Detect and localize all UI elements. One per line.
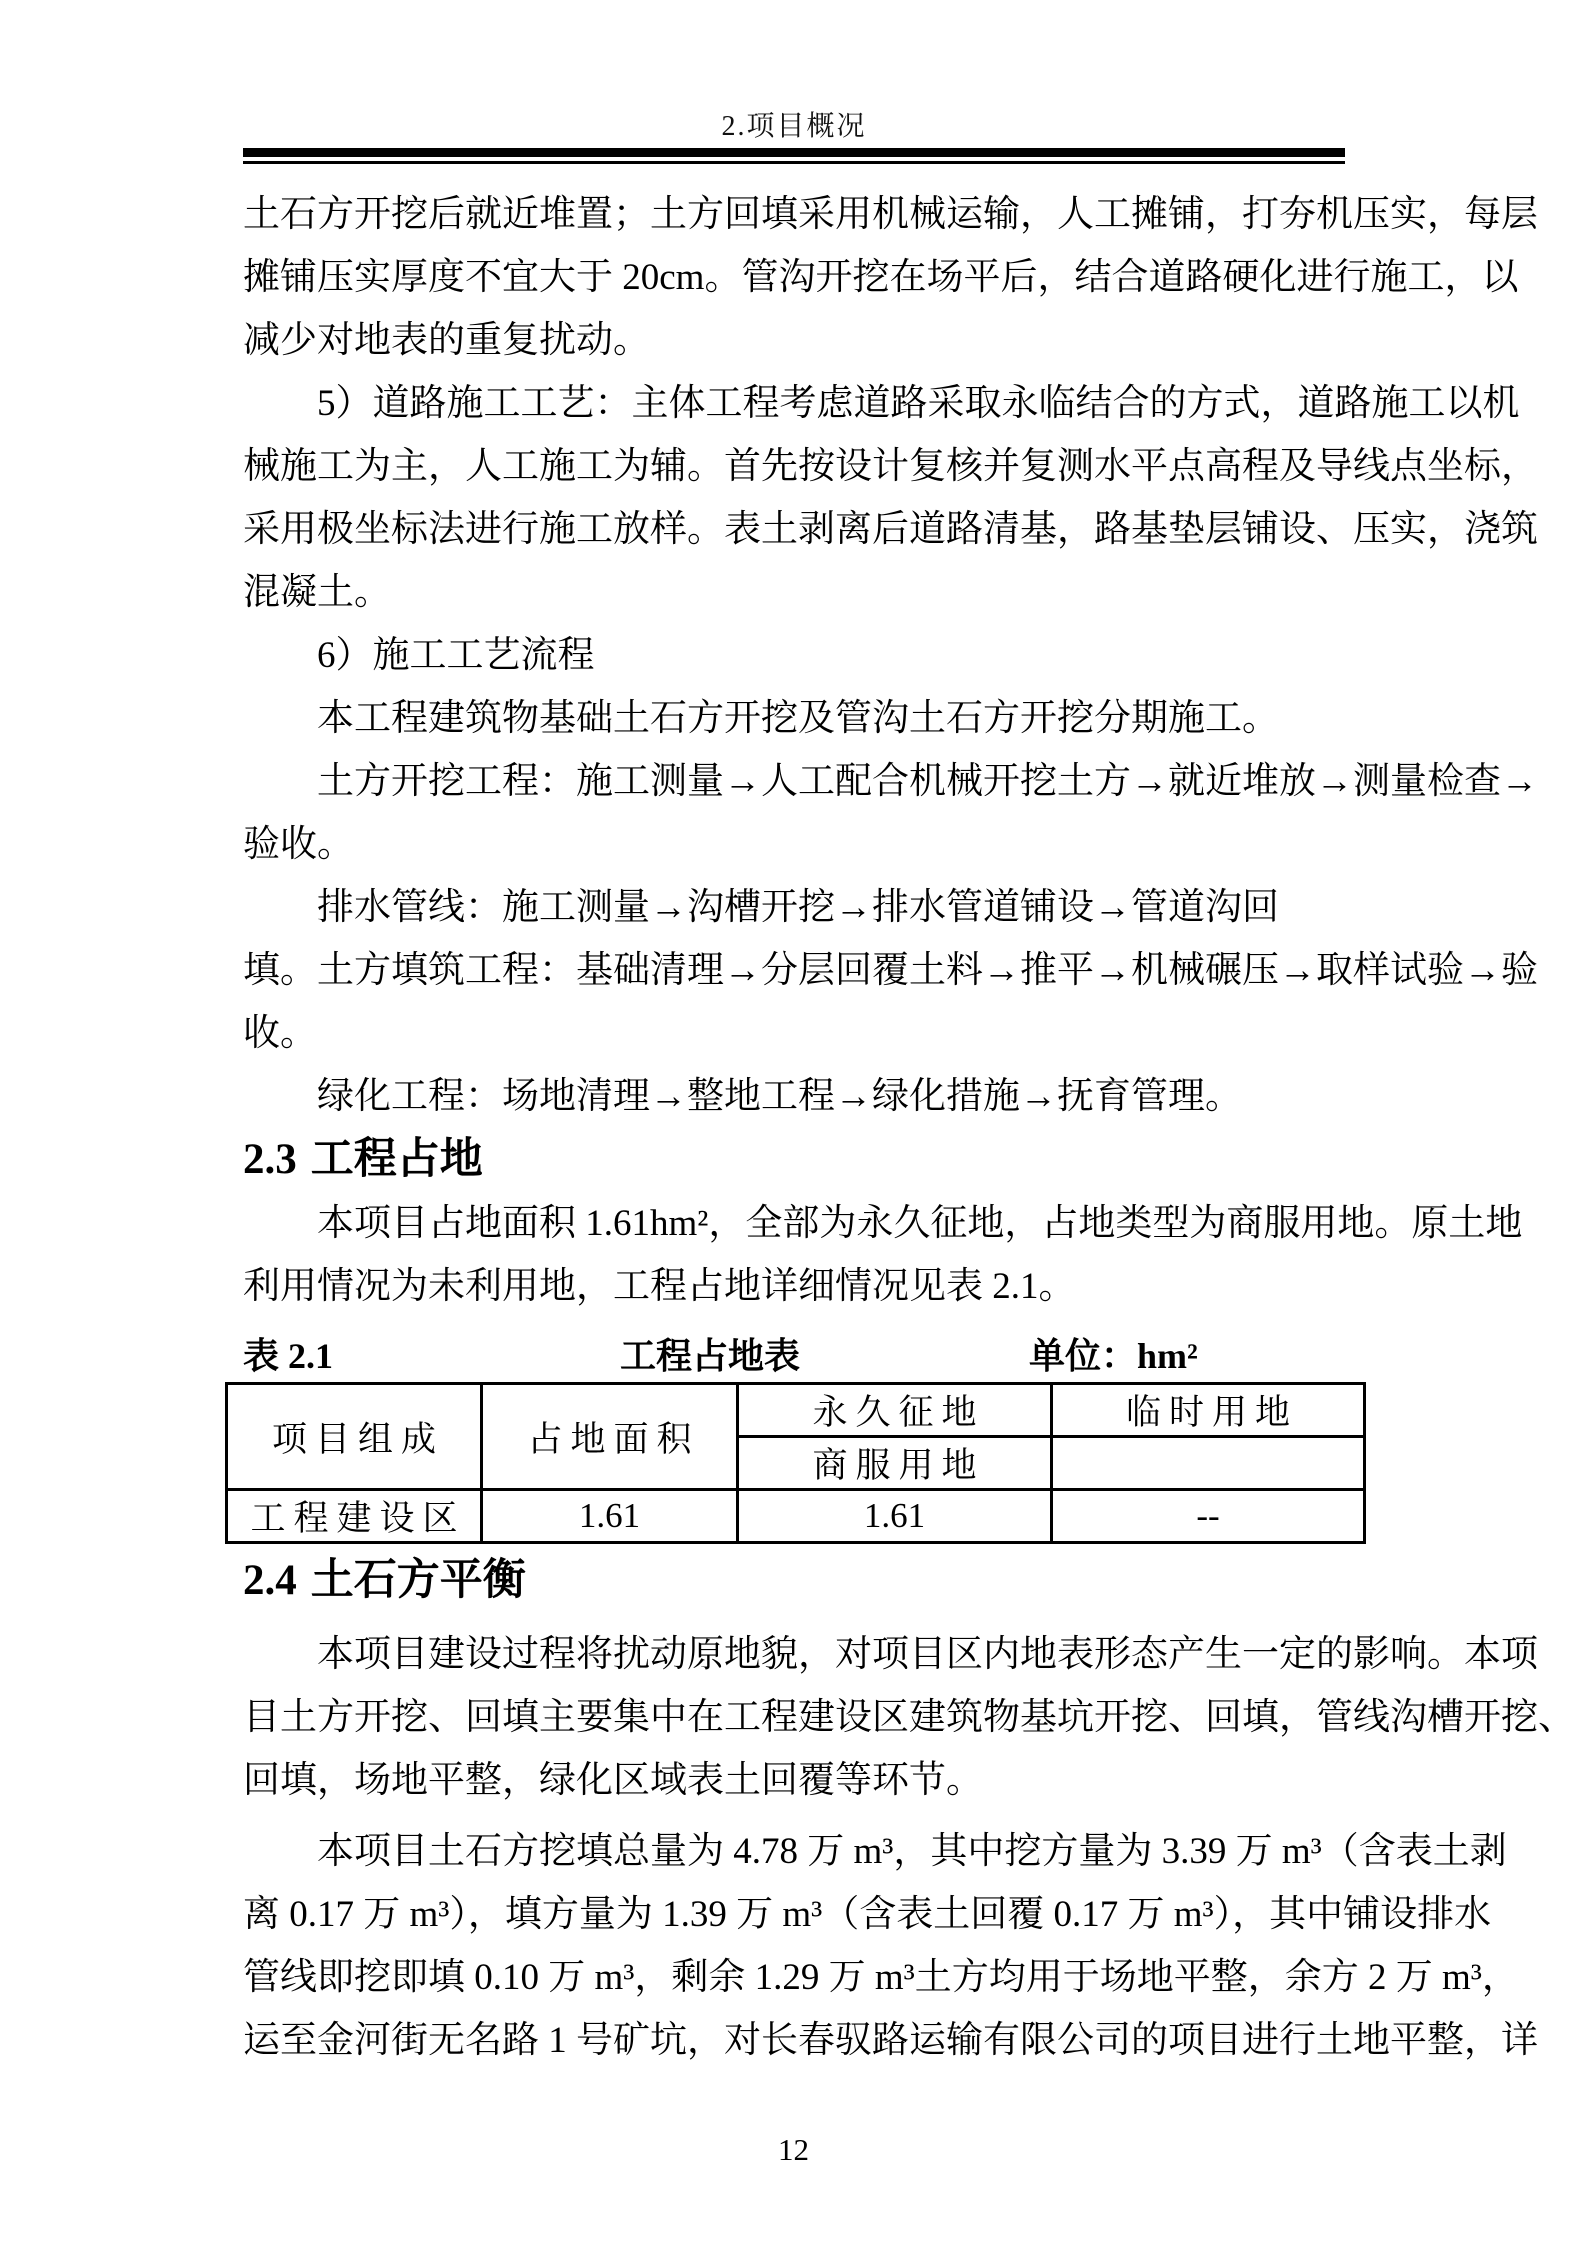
table-header-project: 项目组成 <box>227 1384 482 1490</box>
chapter-header-title: 2.项目概况 <box>721 111 867 142</box>
paragraph-excavation-flow <box>243 750 1538 876</box>
section-title: 工程占地 <box>310 1136 483 1183</box>
text-line: 验收。 <box>243 824 354 865</box>
text-line: 土方开挖工程：施工测量→人工配合机械开挖土方→就近堆放→测量检查→ <box>317 761 1538 802</box>
section-heading-2-4 <box>243 1549 1345 1613</box>
text-line: 本项目土石方挖填总量为 4.78 万 m³，其中挖方量为 3.39 万 m³（含表土剥 <box>317 1831 1507 1872</box>
paragraph-earthwork-stacking <box>243 183 1538 372</box>
text-line: 运至金河街无名路 1 号矿坑，对长春驭路运输有限公司的项目进行土地平整，详 <box>243 2020 1538 2061</box>
paragraph-land-occupation <box>243 1192 1523 1318</box>
table-cell-permanent: 1.61 <box>738 1490 1052 1543</box>
text-line: 利用情况为未利用地，工程占地详细情况见表 2.1。 <box>243 1266 1076 1307</box>
text-line: 采用极坐标法进行施工放样。表土剥离后道路清基，路基垫层铺设、压实，浇筑 <box>243 509 1538 550</box>
table-cell-temporary: -- <box>1052 1490 1365 1543</box>
table-header-permanent: 永久征地 <box>738 1384 1052 1437</box>
section-title: 土石方平衡 <box>310 1557 526 1604</box>
text-line: 5）道路施工工艺：主体工程考虑道路采取永临结合的方式，道路施工以机 <box>317 383 1520 424</box>
text-line: 混凝土。 <box>243 572 391 613</box>
text-line: 6）施工工艺流程 <box>317 635 595 676</box>
text-line: 目土方开挖、回填主要集中在工程建设区建筑物基坑开挖、回填，管线沟槽开挖、 <box>243 1697 1575 1738</box>
table-cell-area: 1.61 <box>482 1490 738 1543</box>
text-line: 本项目占地面积 1.61hm²，全部为永久征地，占地类型为商服用地。原土地 <box>317 1203 1523 1244</box>
text-line: 回填，场地平整，绿化区域表土回覆等环节。 <box>243 1760 983 1801</box>
text-line: 收。 <box>243 1013 317 1054</box>
text-line: 离 0.17 万 m³），填方量为 1.39 万 m³（含表土回覆 0.17 万 m³），其中铺设排水 <box>243 1894 1492 1935</box>
page-number: 12 <box>778 2132 809 2167</box>
text-line: 排水管线：施工测量→沟槽开挖→排水管道铺设→管道沟回填。 <box>243 887 1279 991</box>
text-line: 土石方开挖后就近堆置；土方回填采用机械运输，人工摊铺，打夯机压实，每层 <box>243 194 1538 235</box>
text-line: 本项目建设过程将扰动原地貌，对项目区内地表形态产生一定的影响。本项 <box>317 1634 1538 1675</box>
table-header-permanent-sub: 商服用地 <box>738 1437 1052 1490</box>
section-number: 2.4 <box>243 1557 297 1604</box>
paragraph-road-construction <box>243 372 1538 624</box>
body-text <box>243 183 1575 2072</box>
text-line: 管线即挖即填 0.10 万 m³，剩余 1.29 万 m³土方均用于场地平整，余方 2 万 m³， <box>243 1957 1519 1998</box>
text-line: 绿化工程：场地清理→整地工程→绿化措施→抚育管理。 <box>317 1076 1242 1117</box>
table-cell-project: 工程建设区 <box>227 1490 482 1543</box>
header-double-rule <box>243 148 1345 164</box>
table-header-area: 占地面积 <box>482 1384 738 1490</box>
table-row <box>227 1490 1365 1543</box>
paragraph-greening-flow <box>243 1065 1345 1128</box>
table-caption-unit: 单位：hm² <box>1029 1336 1198 1376</box>
text-line: 械施工为主，人工施工为辅。首先按设计复核并复测水平点高程及导线点坐标， <box>243 446 1538 487</box>
paragraph-phased-construction <box>243 687 1345 750</box>
table-header-temporary-sub <box>1052 1437 1365 1490</box>
text-line: 减少对地表的重复扰动。 <box>243 320 650 361</box>
section-number: 2.3 <box>243 1136 297 1183</box>
paragraph-filling-flow <box>243 939 1538 1065</box>
table-caption-title: 工程占地表 <box>620 1336 801 1376</box>
section-heading-2-3 <box>243 1128 1345 1192</box>
table-caption <box>243 1330 1345 1382</box>
table-caption-label: 表 2.1 <box>243 1336 334 1376</box>
table-header-temporary: 临时用地 <box>1052 1384 1365 1437</box>
land-occupation-table <box>225 1382 1366 1544</box>
text-line: 土方填筑工程：基础清理→分层回覆土料→推平→机械碾压→取样试验→验 <box>317 950 1538 991</box>
paragraph-process-flow-title <box>243 624 1345 687</box>
page-content <box>243 0 1575 2072</box>
paragraph-earthwork-balance <box>243 1820 1538 2072</box>
paragraph-earthwork-disturbance <box>243 1623 1575 1812</box>
text-line: 摊铺压实厚度不宜大于 20cm。管沟开挖在场平后，结合道路硬化进行施工，以 <box>243 257 1519 298</box>
text-line: 本工程建筑物基础土石方开挖及管沟土石方开挖分期施工。 <box>317 698 1279 739</box>
